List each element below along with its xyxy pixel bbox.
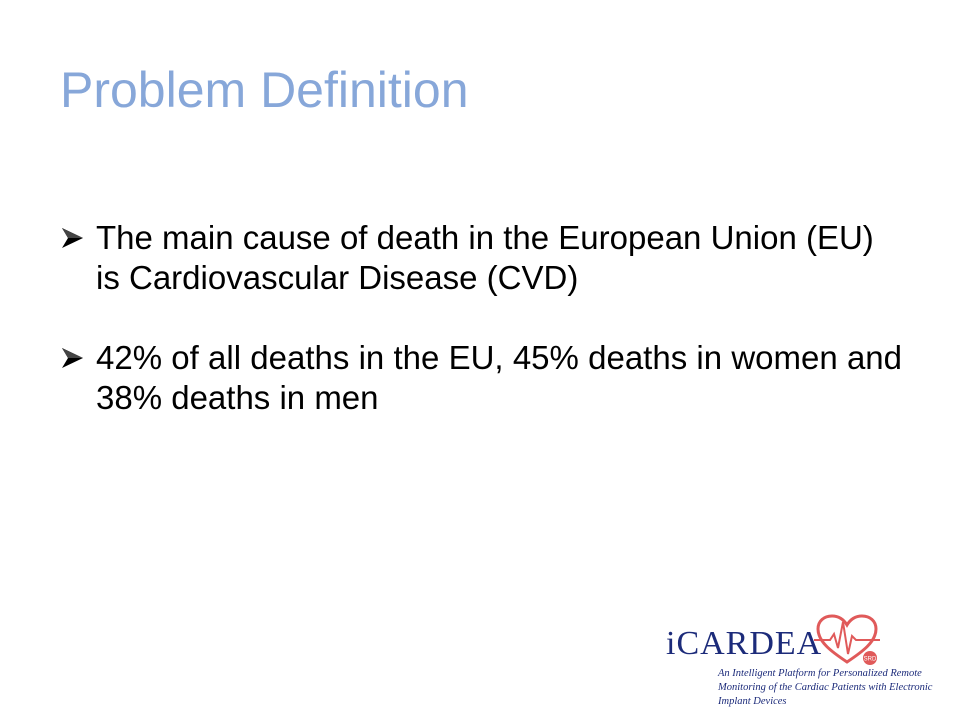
- bullet-item: [62, 338, 902, 418]
- icardea-logo: [666, 612, 942, 716]
- arrow-bullet-icon: [60, 227, 84, 249]
- bullet-list: [62, 218, 902, 418]
- heart-ecg-icon: [814, 614, 880, 666]
- arrow-bullet-icon: [60, 347, 84, 369]
- logo-tagline: An Intelligent Platform for Personalized Remote Monitoring of the Cardiac Patients with Electronic Implant Devices: [718, 668, 933, 707]
- bullet-text: 42% of all deaths in the EU, 45% deaths in women and 38% deaths in men: [96, 339, 902, 416]
- logo-wordmark: iCARDEA: [666, 625, 823, 662]
- slide-title: Problem Definition: [60, 62, 469, 118]
- bullet-text: The main cause of death in the European Union (EU) is Cardiovascular Disease (CVD): [96, 219, 874, 296]
- bullet-item: [62, 218, 902, 298]
- heart-badge-text: SRD: [863, 656, 877, 663]
